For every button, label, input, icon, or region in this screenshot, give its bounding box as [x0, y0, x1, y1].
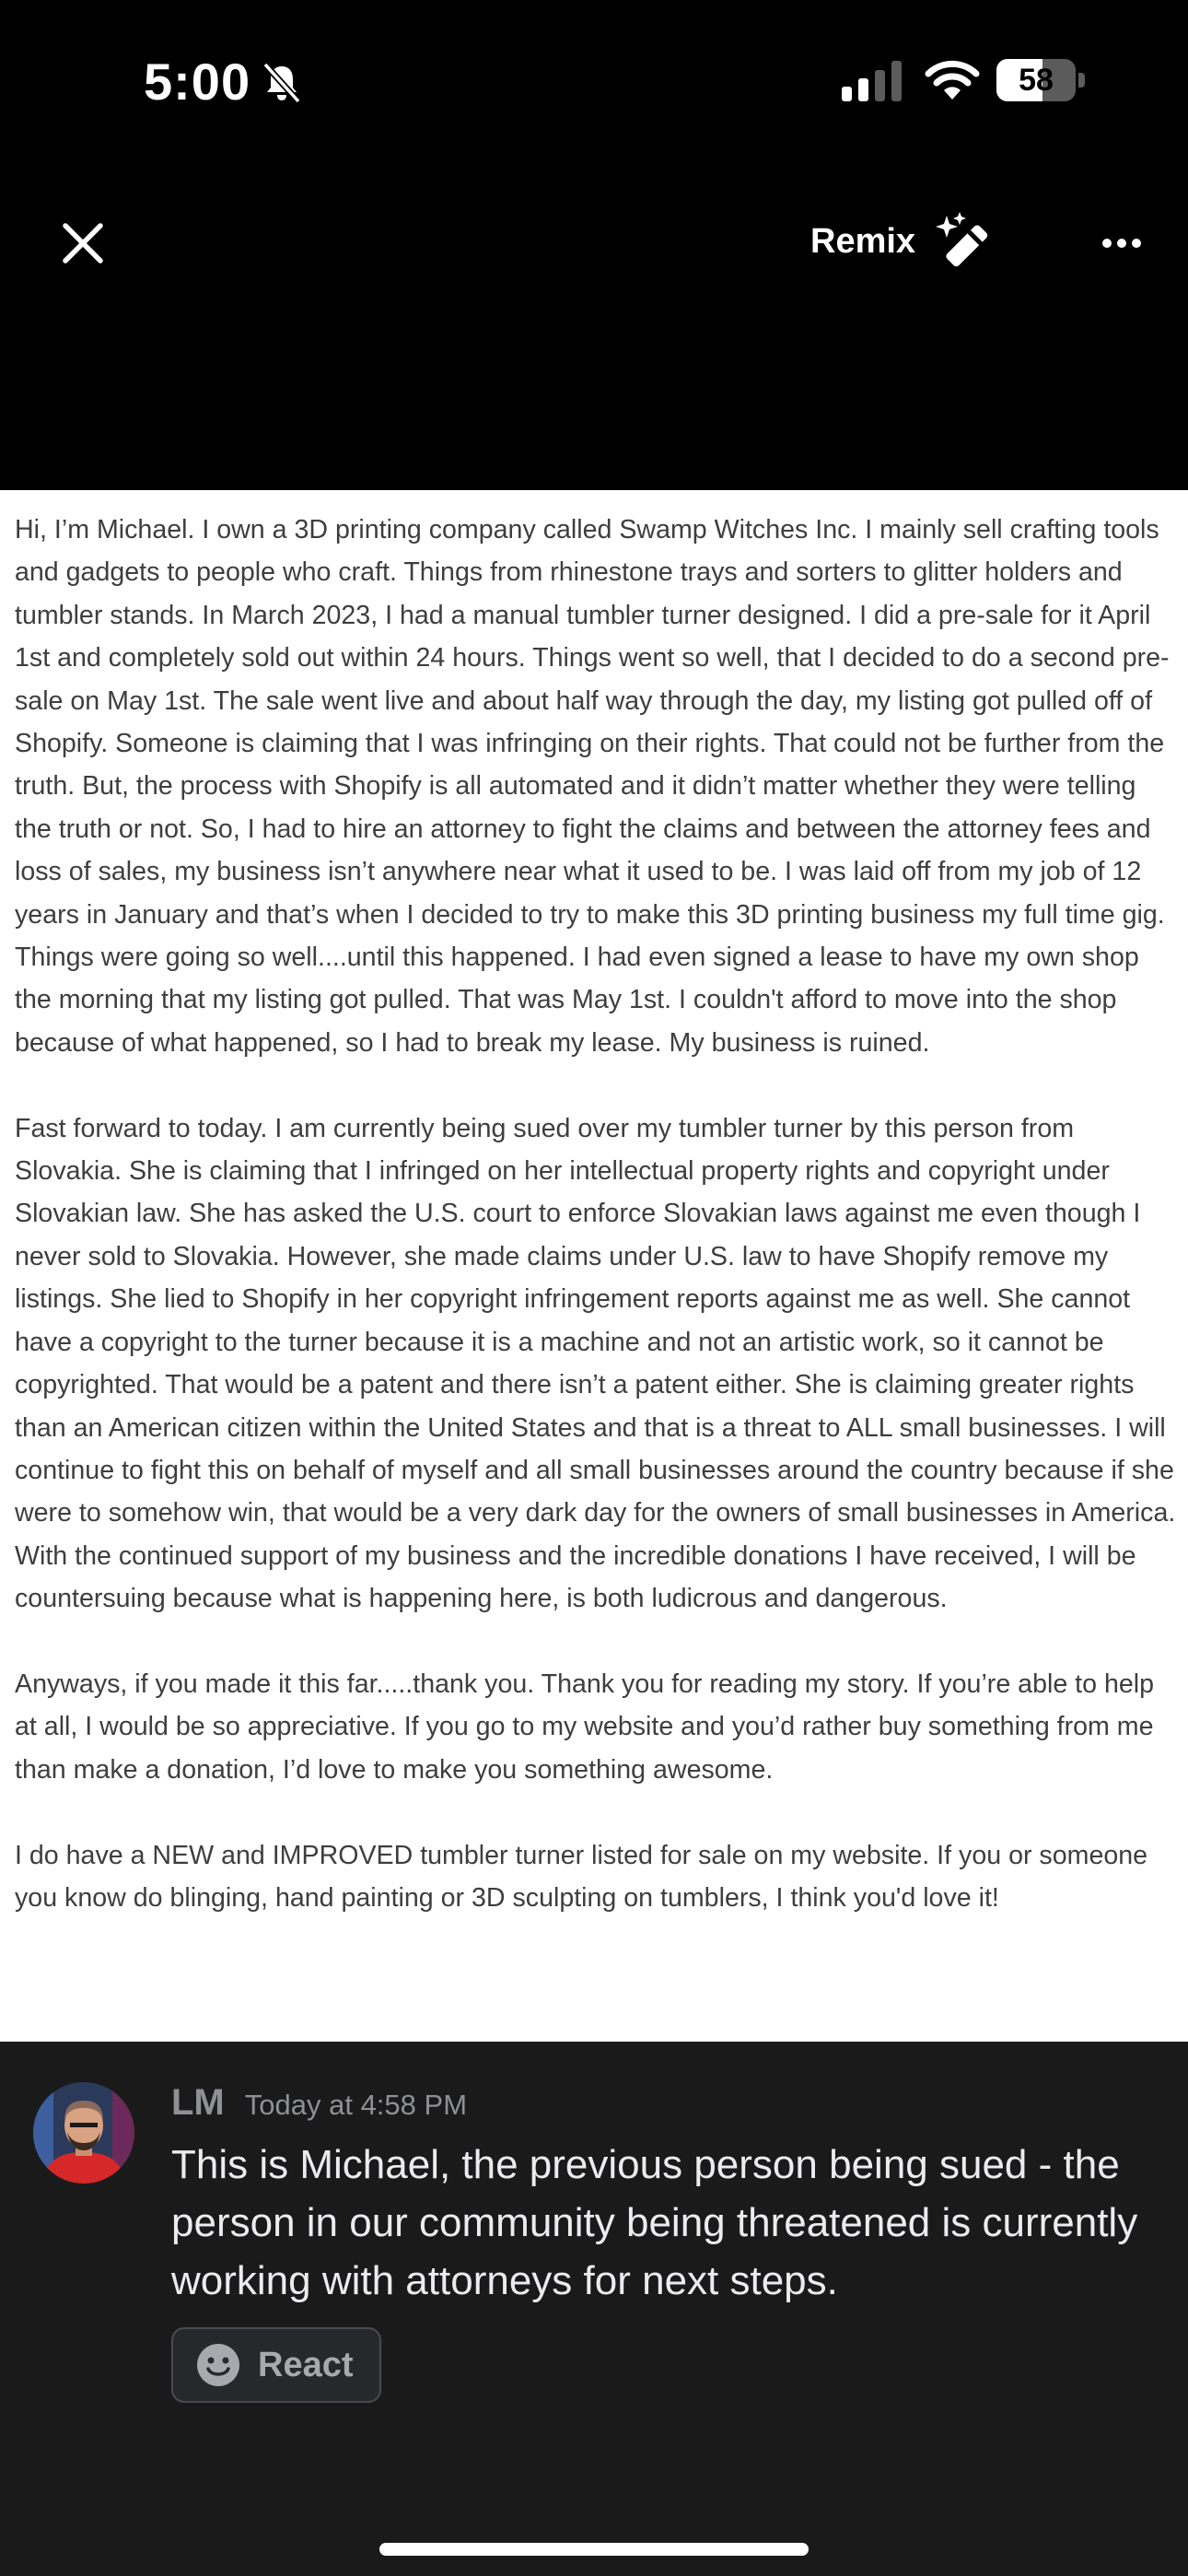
wifi-icon	[925, 57, 980, 101]
smiley-icon	[195, 2342, 241, 2388]
more-icon	[1101, 238, 1142, 249]
battery-indicator	[996, 59, 1087, 101]
battery-body	[996, 59, 1076, 101]
message-header	[171, 2082, 467, 2124]
avatar-image	[33, 2082, 134, 2184]
shared-document-image	[0, 490, 1188, 2042]
avatar[interactable]	[33, 2082, 134, 2184]
message-panel	[0, 2042, 1188, 2576]
wand-icon	[934, 212, 998, 271]
close-icon	[62, 222, 104, 264]
status-bar	[0, 0, 1188, 147]
close-button[interactable]	[48, 208, 118, 278]
home-indicator[interactable]	[379, 2543, 809, 2556]
react-label: React	[258, 2345, 354, 2384]
author-name[interactable]: LM	[171, 2082, 225, 2123]
message-timestamp: Today at 4:58 PM	[244, 2089, 468, 2121]
document-paragraph: Anyways, if you made it this far.....thank you. Thank you for reading my story. If you’re able to help at all, I would be so appreciative. If you go to my website and you’d rather buy something from me than make a donation, I’d love to make you something awesome.	[15, 1669, 1155, 1785]
bell-muted-icon	[260, 61, 304, 105]
top-toolbar	[0, 184, 1188, 295]
status-time: 5:00	[144, 53, 251, 111]
battery-nub	[1078, 73, 1085, 88]
battery-level: 58	[1019, 63, 1054, 98]
cellular-signal-icon	[840, 61, 904, 101]
remix-button[interactable]	[810, 205, 998, 278]
document-paragraph: Fast forward to today. I am currently being sued over my tumbler turner by this person from Slovakia. She is claiming that I infringed on her intellectual property rights and copyright under Slovakian law. She has asked the U.S. court to enforce Slovakian laws against me even though I never sold to Slovakia. However, she made claims under U.S. law to have Shopify remove my listings. She lied to Shopify in her copyright infringement reports against me as well. She cannot have a copyright to the turner because it is a machine and not an artistic work, so it cannot be copyrighted. That would be a patent and there isn’t a patent either. She is claiming greater rights than an American citizen within the United States and that is a threat to ALL small businesses. I will continue to fight this on behalf of myself and all small businesses around the country because if she were to somehow win, that would be a very dark day for the owners of small businesses in America. With the continued support of my business and the incredible donations I have received, I will be countersuing because what is happening here, is both ludicrous and dangerous.	[15, 1113, 1176, 1614]
more-options-button[interactable]	[1087, 208, 1157, 278]
document-paragraph: I do have a NEW and IMPROVED tumbler turner listed for sale on my website. If you or someone you know do blinging, hand painting or 3D sculpting on tumblers, I think you'd love it!	[15, 1840, 1148, 1913]
document-text	[15, 509, 1177, 1919]
document-paragraph: Hi, I’m Michael. I own a 3D printing company called Swamp Witches Inc. I mainly sell crafting tools and gadgets to people who craft. Things from rhinestone trays and sorters to glitter holders and tumbler stands. In March 2023, I had a manual tumbler turner designed. I did a pre-sale for it April 1st and completely sold out within 24 hours. Things went so well, that I decided to do a second pre-sale on May 1st. The sale went live and about half way through the day, my listing got pulled off of Shopify. Someone is claiming that I was infringing on their rights. That could not be further from the truth. But, the process with Shopify is all automated and it didn’t matter whether they were telling the truth or not. So, I had to hire an attorney to fight the claims and between the attorney fees and loss of sales, my business isn’t anywhere near what it used to be. I was laid off from my job of 12 years in January and that’s when I decided to try to make this 3D printing business my full time gig. Things were going so well....until this happened. I had even signed a lease to have my own shop the morning that my listing got pulled. That was May 1st. I couldn't afford to move into the shop because of what happened, so I had to break my lease. My business is ruined.	[15, 515, 1170, 1058]
react-button[interactable]	[171, 2327, 381, 2403]
message-text: This is Michael, the previous person being sued - the person in our community being threatened is currently working with attorneys for next steps.	[171, 2142, 1138, 2303]
remix-label: Remix	[810, 221, 916, 261]
